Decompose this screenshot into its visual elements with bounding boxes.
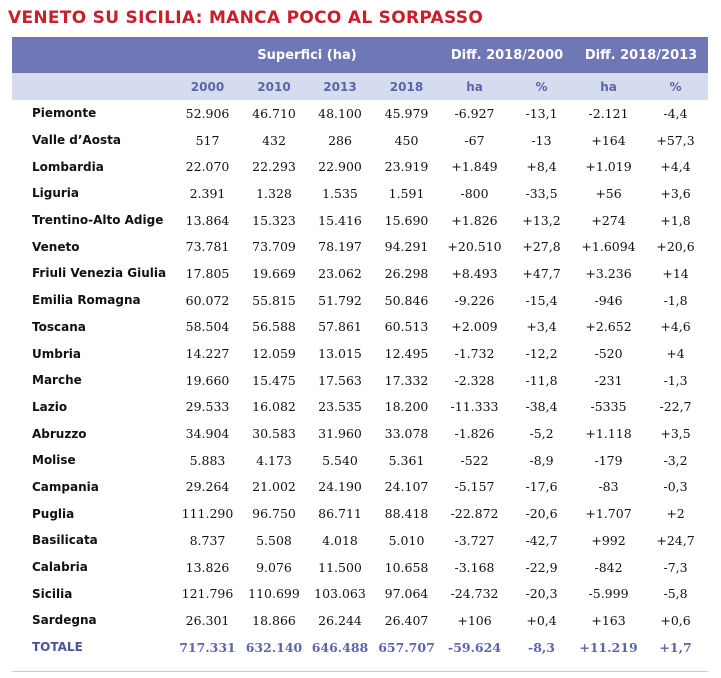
value-cell: 26.407 bbox=[384, 612, 429, 628]
table-row bbox=[12, 314, 708, 341]
region-name: Lazio bbox=[32, 399, 68, 414]
value-cell: 60.072 bbox=[185, 292, 230, 308]
value-cell: +20,6 bbox=[656, 239, 695, 255]
table-row bbox=[12, 580, 708, 607]
value-cell: -1.732 bbox=[454, 346, 495, 362]
value-cell: 23.919 bbox=[384, 159, 429, 175]
value-cell: 13.864 bbox=[185, 212, 230, 228]
value-cell: 26.298 bbox=[384, 265, 429, 281]
column-header-diff1-ha: ha bbox=[440, 73, 509, 100]
value-cell: 15.690 bbox=[384, 212, 429, 228]
value-cell: +2.652 bbox=[585, 319, 632, 335]
value-cell: 657.707 bbox=[378, 639, 435, 655]
value-cell: 5.540 bbox=[322, 452, 358, 468]
table-row bbox=[12, 100, 708, 127]
value-cell: -12,2 bbox=[525, 346, 558, 362]
column-header-diff1-pct: % bbox=[509, 73, 574, 100]
value-cell: 24.107 bbox=[384, 479, 429, 495]
value-cell: +11.219 bbox=[579, 639, 638, 655]
value-cell: 2.391 bbox=[189, 185, 226, 201]
value-cell: +164 bbox=[591, 132, 626, 148]
value-cell: +8.493 bbox=[451, 265, 498, 281]
value-cell: 14.227 bbox=[185, 346, 230, 362]
value-cell: 24.190 bbox=[318, 479, 362, 495]
value-cell: +2.009 bbox=[451, 319, 498, 335]
value-cell: 55.815 bbox=[252, 292, 296, 308]
value-cell: -1.826 bbox=[454, 426, 495, 442]
region-name: Sardegna bbox=[32, 613, 97, 628]
table-row bbox=[12, 153, 708, 180]
value-cell: 45.979 bbox=[384, 105, 429, 121]
value-cell: +3.236 bbox=[585, 265, 632, 281]
value-cell: 48.100 bbox=[318, 105, 362, 121]
value-cell: 8.737 bbox=[189, 532, 226, 548]
value-cell: 17.563 bbox=[318, 372, 362, 388]
value-cell: 31.960 bbox=[318, 426, 362, 442]
value-cell: -38,4 bbox=[525, 399, 558, 415]
value-cell: -20,3 bbox=[525, 586, 558, 602]
value-cell: 5.883 bbox=[189, 452, 226, 468]
value-cell: -3.727 bbox=[454, 532, 495, 548]
value-cell: 4.018 bbox=[322, 532, 358, 548]
value-cell: -67 bbox=[464, 132, 485, 148]
table-row bbox=[12, 607, 708, 634]
value-cell: +27,8 bbox=[522, 239, 561, 255]
value-cell: +56 bbox=[595, 185, 622, 201]
group-header-superfici: Superfici (ha) bbox=[174, 37, 440, 73]
value-cell: +2 bbox=[666, 506, 685, 522]
value-cell: 5.010 bbox=[388, 532, 425, 548]
value-cell: 94.291 bbox=[384, 239, 429, 255]
value-cell: 646.488 bbox=[311, 639, 369, 655]
value-cell: +1.6094 bbox=[581, 239, 636, 255]
value-cell: -15,4 bbox=[525, 292, 558, 308]
table-row bbox=[12, 287, 708, 314]
value-cell: 15.475 bbox=[252, 372, 296, 388]
region-name: Sicilia bbox=[32, 586, 73, 601]
table-row bbox=[12, 554, 708, 581]
header-corner bbox=[12, 37, 174, 73]
group-header-diff-2018-2013: Diff. 2018/2013 bbox=[574, 37, 708, 73]
value-cell: +20.510 bbox=[447, 239, 502, 255]
value-cell: 15.323 bbox=[252, 212, 296, 228]
value-cell: +163 bbox=[591, 612, 626, 628]
value-cell: -13 bbox=[531, 132, 552, 148]
table-row bbox=[12, 394, 708, 421]
table-row bbox=[12, 207, 708, 234]
value-cell: -8,3 bbox=[528, 639, 555, 655]
region-name: Emilia Romagna bbox=[32, 293, 141, 308]
table-row bbox=[12, 340, 708, 367]
value-cell: 111.290 bbox=[181, 506, 234, 522]
table-bottom-rule bbox=[12, 671, 708, 672]
value-cell: 52.906 bbox=[185, 105, 230, 121]
region-name: Basilicata bbox=[32, 533, 98, 548]
region-name: Lombardia bbox=[32, 159, 104, 174]
value-cell: 60.513 bbox=[384, 319, 429, 335]
value-cell: 18.200 bbox=[384, 399, 429, 415]
value-cell: 632.140 bbox=[245, 639, 303, 655]
value-cell: 432 bbox=[262, 132, 286, 148]
value-cell: 1.591 bbox=[388, 185, 425, 201]
value-cell: 30.583 bbox=[252, 426, 296, 442]
value-cell: +3,5 bbox=[660, 426, 691, 442]
value-cell: 5.361 bbox=[388, 452, 425, 468]
table-body bbox=[12, 100, 708, 660]
value-cell: 286 bbox=[328, 132, 352, 148]
value-cell: 9.076 bbox=[256, 559, 292, 575]
value-cell: -842 bbox=[594, 559, 623, 575]
value-cell: -5,2 bbox=[529, 426, 554, 442]
value-cell: -5335 bbox=[590, 399, 627, 415]
region-name: Abruzzo bbox=[32, 426, 87, 441]
value-cell: -4,4 bbox=[663, 105, 688, 121]
value-cell: 717.331 bbox=[179, 639, 236, 655]
value-cell: 10.658 bbox=[384, 559, 429, 575]
value-cell: 29.264 bbox=[185, 479, 230, 495]
value-cell: 19.660 bbox=[185, 372, 230, 388]
value-cell: 19.669 bbox=[252, 265, 296, 281]
value-cell: +4,4 bbox=[660, 159, 691, 175]
value-cell: 22.293 bbox=[252, 159, 296, 175]
value-cell: 56.588 bbox=[252, 319, 296, 335]
value-cell: 58.504 bbox=[185, 319, 230, 335]
table-row bbox=[12, 127, 708, 154]
value-cell: 16.082 bbox=[252, 399, 296, 415]
value-cell: 57.861 bbox=[318, 319, 362, 335]
value-cell: -800 bbox=[460, 185, 489, 201]
value-cell: -20,6 bbox=[525, 506, 558, 522]
value-cell: 86.711 bbox=[318, 506, 362, 522]
value-cell: 21.002 bbox=[252, 479, 296, 495]
value-cell: -22,7 bbox=[659, 399, 692, 415]
value-cell: -9.226 bbox=[454, 292, 495, 308]
column-header-2013: 2013 bbox=[307, 73, 373, 100]
value-cell: -5,8 bbox=[663, 586, 688, 602]
value-cell: 121.796 bbox=[181, 586, 234, 602]
value-cell: -8,9 bbox=[529, 452, 554, 468]
value-cell: +24,7 bbox=[656, 532, 695, 548]
region-name: Campania bbox=[32, 479, 99, 494]
value-cell: 13.826 bbox=[185, 559, 230, 575]
value-cell: 103.063 bbox=[314, 586, 366, 602]
value-cell: +3,6 bbox=[660, 185, 691, 201]
value-cell: +57,3 bbox=[656, 132, 695, 148]
value-cell: 1.535 bbox=[322, 185, 358, 201]
column-header-2018: 2018 bbox=[373, 73, 440, 100]
value-cell: 78.197 bbox=[318, 239, 362, 255]
value-cell: -3,2 bbox=[663, 452, 688, 468]
column-header-diff2-pct: % bbox=[643, 73, 708, 100]
value-cell: -179 bbox=[594, 452, 623, 468]
value-cell: +47,7 bbox=[522, 265, 561, 281]
table-row bbox=[12, 180, 708, 207]
table-row bbox=[12, 233, 708, 260]
region-name: Trentino-Alto Adige bbox=[32, 213, 164, 228]
value-cell: -2.121 bbox=[588, 105, 629, 121]
value-cell: 11.500 bbox=[318, 559, 362, 575]
value-cell: -2.328 bbox=[454, 372, 495, 388]
total-row bbox=[12, 634, 708, 661]
value-cell: 450 bbox=[394, 132, 419, 148]
value-cell: -22,9 bbox=[525, 559, 558, 575]
region-name: Liguria bbox=[32, 186, 80, 201]
value-cell: +1,8 bbox=[660, 212, 691, 228]
table-row bbox=[12, 500, 708, 527]
data-table bbox=[12, 37, 708, 660]
region-name: Marche bbox=[32, 373, 82, 388]
value-cell: -22.872 bbox=[450, 506, 499, 522]
value-cell: 22.070 bbox=[185, 159, 230, 175]
value-cell: 22.900 bbox=[318, 159, 362, 175]
value-cell: 73.781 bbox=[185, 239, 230, 255]
value-cell: 18.866 bbox=[252, 612, 296, 628]
value-cell: +1.019 bbox=[585, 159, 632, 175]
value-cell: -520 bbox=[594, 346, 623, 362]
value-cell: +992 bbox=[591, 532, 626, 548]
value-cell: -24.732 bbox=[450, 586, 499, 602]
value-cell: -11.333 bbox=[450, 399, 499, 415]
value-cell: -5.157 bbox=[454, 479, 495, 495]
value-cell: 13.015 bbox=[318, 346, 362, 362]
value-cell: +1.118 bbox=[585, 426, 632, 442]
value-cell: 23.535 bbox=[318, 399, 362, 415]
table-row bbox=[12, 420, 708, 447]
value-cell: 26.301 bbox=[185, 612, 230, 628]
value-cell: 50.846 bbox=[384, 292, 429, 308]
page-title: VENETO SU SICILIA: MANCA POCO AL SORPASSO bbox=[8, 8, 484, 28]
region-name: TOTALE bbox=[32, 640, 83, 655]
column-header-diff2-ha: ha bbox=[574, 73, 643, 100]
value-cell: -42,7 bbox=[525, 532, 558, 548]
value-cell: -33,5 bbox=[525, 185, 558, 201]
value-cell: 17.332 bbox=[384, 372, 429, 388]
value-cell: +1.707 bbox=[585, 506, 632, 522]
region-name: Toscana bbox=[32, 319, 86, 334]
value-cell: 46.710 bbox=[252, 105, 296, 121]
value-cell: -7,3 bbox=[663, 559, 688, 575]
value-cell: -13,1 bbox=[525, 105, 558, 121]
table-row bbox=[12, 527, 708, 554]
value-cell: -231 bbox=[594, 372, 623, 388]
table-row bbox=[12, 474, 708, 501]
value-cell: -5.999 bbox=[588, 586, 629, 602]
region-name: Veneto bbox=[32, 239, 80, 254]
value-cell: -17,6 bbox=[525, 479, 558, 495]
region-name: Puglia bbox=[32, 506, 75, 521]
value-cell: 15.416 bbox=[318, 212, 362, 228]
value-cell: 4.173 bbox=[256, 452, 292, 468]
value-cell: +8,4 bbox=[526, 159, 557, 175]
region-name: Calabria bbox=[32, 560, 88, 575]
value-cell: -0,3 bbox=[663, 479, 688, 495]
value-cell: +14 bbox=[662, 265, 689, 281]
group-header-row bbox=[12, 37, 708, 73]
group-header-diff-2018-2000: Diff. 2018/2000 bbox=[440, 37, 574, 73]
value-cell: 12.495 bbox=[384, 346, 429, 362]
table-row bbox=[12, 447, 708, 474]
region-name: Valle d’Aosta bbox=[32, 133, 121, 148]
value-cell: +0,6 bbox=[660, 612, 691, 628]
region-name: Molise bbox=[32, 453, 76, 468]
region-name: Friuli Venezia Giulia bbox=[32, 266, 167, 281]
value-cell: 110.699 bbox=[248, 586, 300, 602]
table-row bbox=[12, 260, 708, 287]
region-name: Piemonte bbox=[32, 106, 97, 121]
value-cell: +3,4 bbox=[526, 319, 557, 335]
value-cell: 5.508 bbox=[256, 532, 292, 548]
value-cell: 17.805 bbox=[185, 265, 230, 281]
value-cell: -11,8 bbox=[525, 372, 558, 388]
column-header-row bbox=[12, 73, 708, 100]
value-cell: -6.927 bbox=[454, 105, 495, 121]
value-cell: +13,2 bbox=[522, 212, 561, 228]
region-name: Umbria bbox=[32, 346, 81, 361]
column-header-2010: 2010 bbox=[241, 73, 307, 100]
value-cell: 23.062 bbox=[318, 265, 362, 281]
value-cell: 29.533 bbox=[185, 399, 230, 415]
column-header-2000: 2000 bbox=[174, 73, 241, 100]
value-cell: +0,4 bbox=[526, 612, 557, 628]
value-cell: 12.059 bbox=[252, 346, 296, 362]
table-row bbox=[12, 367, 708, 394]
value-cell: +106 bbox=[457, 612, 492, 628]
value-cell: -3.168 bbox=[454, 559, 495, 575]
value-cell: +1.849 bbox=[451, 159, 498, 175]
value-cell: +1.826 bbox=[451, 212, 498, 228]
column-header-region bbox=[12, 73, 174, 100]
value-cell: 517 bbox=[195, 132, 220, 148]
value-cell: -59.624 bbox=[448, 639, 502, 655]
value-cell: +274 bbox=[591, 212, 626, 228]
value-cell: 97.064 bbox=[384, 586, 429, 602]
value-cell: -522 bbox=[460, 452, 489, 468]
value-cell: 33.078 bbox=[384, 426, 429, 442]
value-cell: -83 bbox=[598, 479, 619, 495]
value-cell: 26.244 bbox=[318, 612, 362, 628]
value-cell: +4 bbox=[666, 346, 685, 362]
value-cell: 1.328 bbox=[256, 185, 292, 201]
value-cell: 73.709 bbox=[252, 239, 296, 255]
value-cell: -1,8 bbox=[663, 292, 688, 308]
value-cell: 96.750 bbox=[252, 506, 296, 522]
value-cell: 51.792 bbox=[318, 292, 362, 308]
value-cell: +4,6 bbox=[660, 319, 691, 335]
value-cell: 88.418 bbox=[384, 506, 429, 522]
value-cell: -946 bbox=[594, 292, 623, 308]
value-cell: +1,7 bbox=[659, 639, 692, 655]
value-cell: -1,3 bbox=[663, 372, 688, 388]
value-cell: 34.904 bbox=[185, 426, 230, 442]
